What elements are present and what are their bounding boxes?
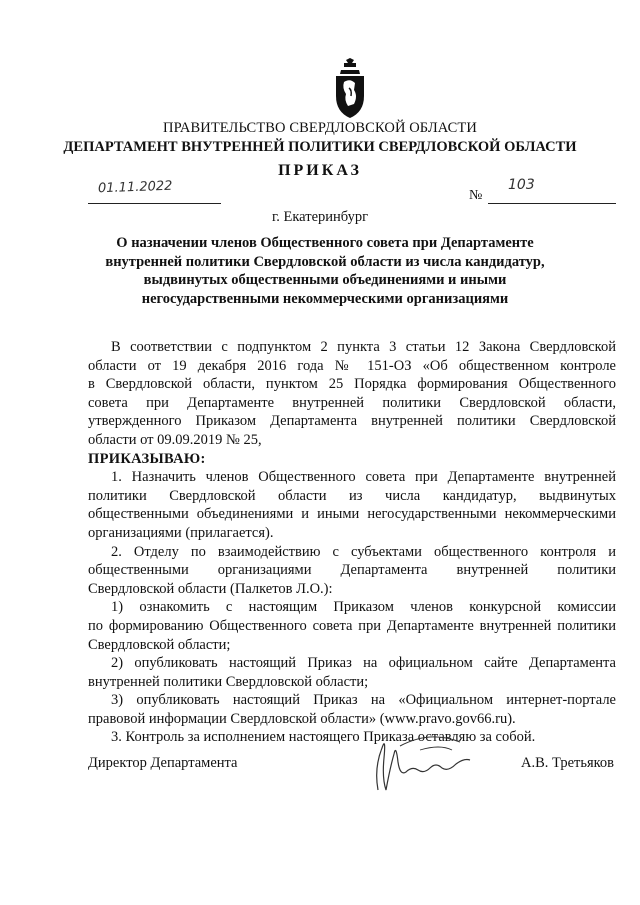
handwritten-date: 01.11.2022 [97, 178, 173, 197]
document-type-title: ПРИКАЗ [278, 162, 362, 179]
item-3-line: 3. Контроль за исполнением настоящего Приказа оставляю за собой. [111, 729, 536, 746]
handwritten-signature [360, 728, 490, 798]
city-line: г. Екатеринбург [271, 209, 369, 225]
order-subject [95, 234, 555, 308]
order-body [88, 338, 616, 747]
department-title: ДЕПАРТАМЕНТ ВНУТРЕННЕЙ ПОЛИТИКИ СВЕРДЛОВСКОЙ ОБЛАСТИ [63, 139, 577, 155]
item-2-3-line: 3) опубликовать настоящий Приказ на «Официальном интернет-портале [111, 692, 616, 709]
item-1-line: общественными объединениями и иными негосударственными некоммерческими [88, 506, 616, 523]
item-2-line: Свердловской области (Палкетов Л.О.): [88, 580, 333, 597]
item-2-2-line: внутренней политики Свердловской области; [88, 673, 369, 690]
preamble-line: утвержденного Приказом Департамента внутренней политики Свердловской [88, 413, 616, 430]
government-title: ПРАВИТЕЛЬСТВО СВЕРДЛОВСКОЙ ОБЛАСТИ [163, 120, 477, 136]
item-1-line: 1. Назначить членов Общественного совета при Департаменте внутренней [111, 469, 616, 486]
item-2-line: 2. Отделу по взаимодействию с субъектами общественного контроля и [111, 543, 616, 560]
number-sign: № [469, 188, 483, 203]
order-word: ПРИКАЗЫВАЮ: [88, 450, 206, 467]
item-2-1-line: Свердловской области; [88, 636, 231, 653]
coat-of-arms-emblem [330, 58, 370, 120]
item-2-1-line: по формированию Общественного совета при Департаменте внутренней политики [88, 617, 616, 634]
preamble-line: в Свердловской области, пунктом 25 Порядка формирования Общественного [88, 376, 616, 393]
item-2-line: общественными организациями Департамента внутренней политики [88, 562, 616, 579]
subject-line: выдвинутых общественными объединениями и иными [143, 272, 507, 288]
preamble-line: области от 19 декабря 2016 года № 151-ОЗ «Об общественном контроле [88, 357, 616, 374]
item-2-1-line: 1) ознакомить с настоящим Приказом членов конкурсной комиссии [111, 599, 616, 616]
preamble-line: В соответствии с подпунктом 2 пункта 3 статьи 12 Закона Свердловской [111, 339, 616, 355]
item-2-2-line: 2) опубликовать настоящий Приказ на официальном сайте Департамента [111, 655, 616, 672]
subject-line: внутренней политики Свердловской области из числа кандидатур, [105, 253, 545, 270]
signatory-name: А.В. Третьяков [521, 755, 615, 771]
preamble-line: области от 09.09.2019 № 25, [88, 431, 262, 448]
item-1-line: политики Свердловской области из числа кандидатур, выдвинутых [88, 487, 616, 504]
preamble-line: совета при Департаменте внутренней политики Свердловской области, [88, 394, 616, 411]
signatory-position: Директор Департамента [88, 755, 238, 771]
subject-line: О назначении членов Общественного совета при Департаменте [116, 235, 534, 251]
item-1-line: организациями (прилагается). [88, 524, 274, 541]
handwritten-number: 103 [508, 177, 535, 193]
subject-line: негосударственными некоммерческими организациями [141, 290, 509, 307]
item-2-3-line: правовой информации Свердловской области» (www.pravo.gov66.ru). [88, 710, 516, 727]
